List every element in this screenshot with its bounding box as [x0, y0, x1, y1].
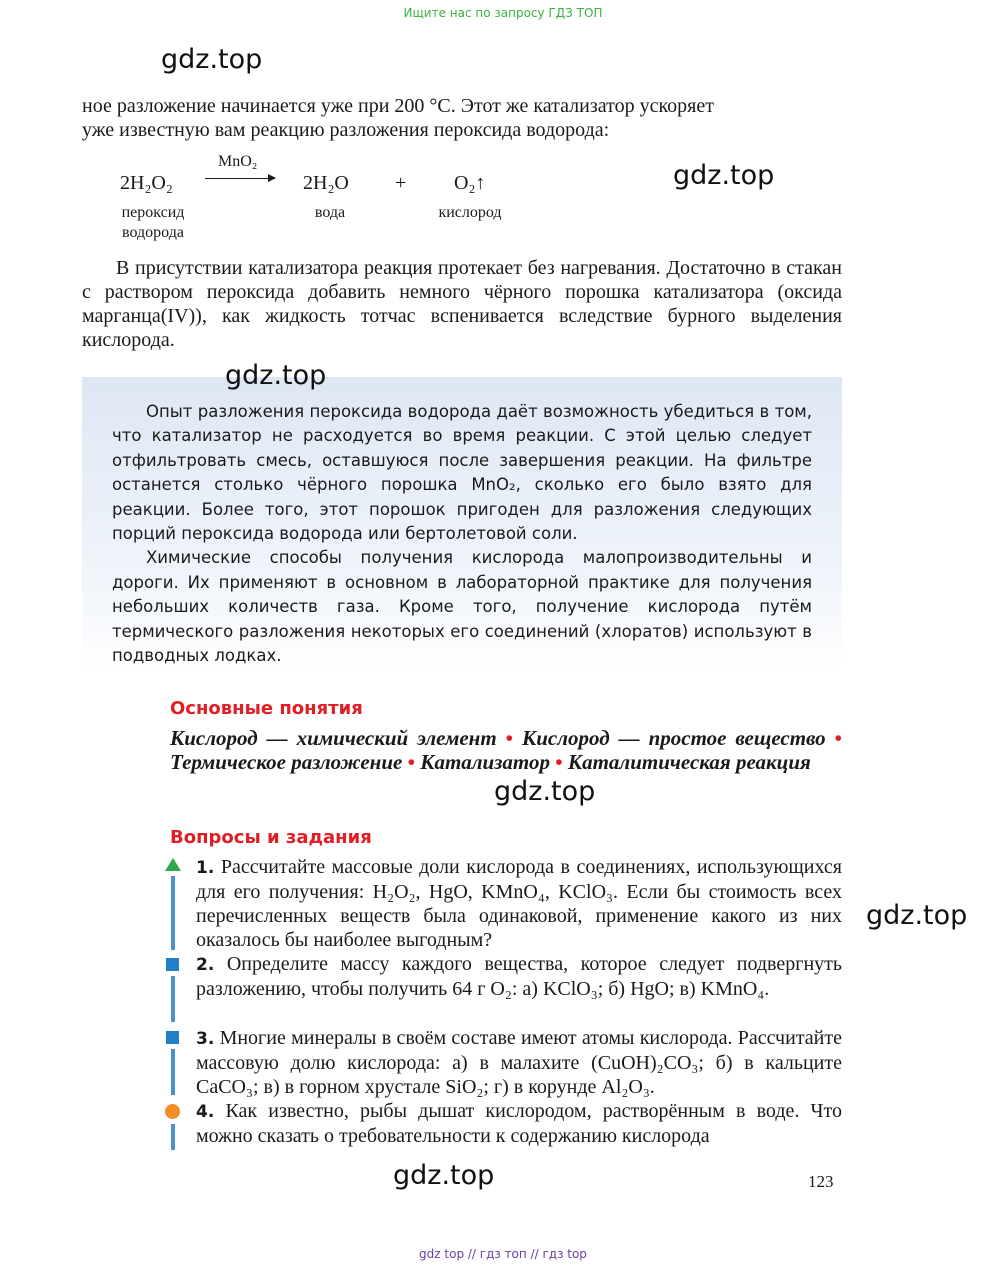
concept-item: Катализатор: [420, 750, 550, 774]
reactant-formula: 2H₂O₂: [120, 172, 173, 194]
question-bar: [171, 1049, 175, 1095]
question-3: [196, 1026, 842, 1099]
catalyst-label: MnO₂: [218, 153, 258, 170]
questions-heading: Вопросы и задания: [170, 827, 372, 848]
bullet-icon: •: [834, 726, 842, 750]
paragraph: В присутствии катализатора реакция протекает без нагревания. Достаточно в стакан с раствором пероксида добавить немного чёрного порошка катализатора (оксида марганца(IV)), как жидкость тотчас вспенивается вследствие бурного выделения кислорода.: [82, 257, 842, 351]
watermark: gdz.top: [494, 776, 596, 807]
oxygen-label: кислород: [438, 204, 502, 221]
concepts-list: [170, 726, 842, 774]
info-box-text: [112, 400, 812, 668]
question-number: 4.: [196, 1102, 215, 1122]
question-text: Как известно, рыбы дышат кислородом, растворённым в воде. Что можно сказать о требовательности к содержанию кислорода: [196, 1100, 842, 1147]
reaction-arrow: [205, 178, 275, 179]
question-text: Рассчитайте массовые доли кислорода в соединениях, использующихся для его получения: H₂O₂, HgO, KMnO₄, KClO₃. Если бы стоимость всех перечисленных веществ была одинаковой, применение какого из них оказалось бы наиболее выгодным?: [196, 856, 843, 951]
product-oxygen-formula: O₂↑: [454, 172, 486, 194]
reactant-label: пероксид водорода: [121, 204, 185, 241]
bottom-links[interactable]: gdz top // гдз топ // гдз top: [419, 1247, 587, 1261]
concepts-heading: Основные понятия: [170, 698, 363, 719]
search-banner[interactable]: Ищите нас по запросу ГДЗ ТОП: [403, 6, 603, 20]
info-paragraph-1: Опыт разложения пероксида водорода даёт возможность убедиться в том, что катализатор не расходуется во время реакции. С этой целью следует отфильтровать смесь, оставшуюся после завершения реакции. На фильтре останется столько чёрного порошка MnO₂, сколько его было взято для реакции. Более того, этот порошок пригоден для разложения следующих порций пероксида водорода или бертолетовой соли.: [112, 402, 812, 544]
bullet-icon: •: [555, 750, 563, 774]
concept-item: Кислород — простое вещество: [521, 726, 826, 750]
watermark: gdz.top: [673, 160, 775, 191]
question-bar: [171, 1124, 175, 1150]
question-text: Многие минералы в своём составе имеют атомы кислорода. Рассчитайте массовую долю кислорода: а) в малахите (CuOH)₂CO₃; б) в кальците CaCO₃; в) в горном хрустале SiO₂; г) в корунде Al₂O₃.: [196, 1027, 843, 1098]
question-1: [196, 855, 842, 952]
intro-text: [82, 94, 842, 142]
page-number: 123: [808, 1172, 834, 1191]
square-marker-icon: [166, 1031, 179, 1044]
watermark: gdz.top: [866, 900, 968, 931]
bullet-icon: •: [505, 726, 513, 750]
question-2: [196, 952, 842, 1001]
watermark: gdz.top: [161, 44, 263, 75]
watermark: gdz.top: [393, 1160, 495, 1191]
concept-item: Каталитическая реакция: [567, 750, 811, 774]
intro-line-2: уже известную вам реакцию разложения пероксида водорода:: [82, 119, 610, 141]
arrow-head-icon: [268, 174, 276, 182]
question-4: [196, 1099, 842, 1148]
info-paragraph-2: Химические способы получения кислорода малопроизводительны и дороги. Их применяют в основном в лабораторной практике для получения небольших количеств газа. Кроме того, получение кислорода путём термического разложения некоторых его соединений (хлоратов) используют в подводных лодках.: [112, 548, 812, 666]
watermark: gdz.top: [225, 360, 327, 391]
intro-line-1: ное разложение начинается уже при 200 °C. Этот же катализатор ускоряет: [82, 95, 714, 117]
concept-item: Термическое разложение: [170, 750, 403, 774]
concept-item: Кислород — химический элемент: [170, 726, 497, 750]
square-marker-icon: [166, 958, 179, 971]
question-bar: [171, 976, 175, 1022]
question-bar: [171, 876, 175, 950]
water-label: вода: [314, 204, 346, 221]
plus-sign: +: [395, 172, 407, 194]
circle-marker-icon: [165, 1104, 180, 1119]
question-number: 3.: [196, 1029, 215, 1049]
question-number: 1.: [196, 858, 215, 878]
triangle-marker-icon: [165, 858, 181, 871]
product-water-formula: 2H₂O: [303, 172, 349, 194]
bullet-icon: •: [407, 750, 415, 774]
question-text: Определите массу каждого вещества, которое следует подвергнуть разложению, чтобы получить 64 г O₂: а) KClO₃; б) HgO; в) KMnO₄.: [196, 953, 843, 1000]
question-number: 2.: [196, 955, 215, 975]
